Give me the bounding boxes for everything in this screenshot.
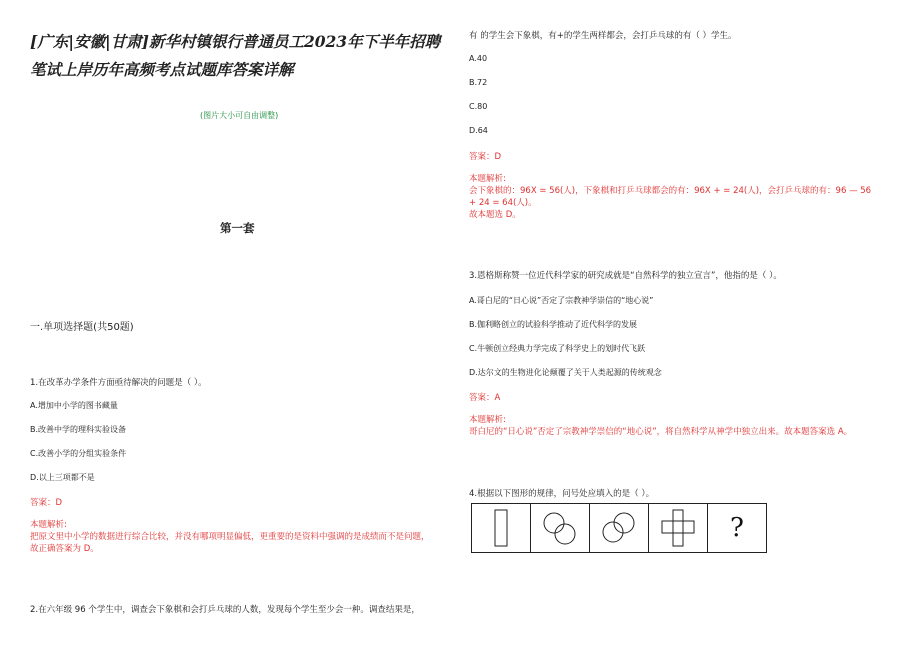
question-3-answer: 答案：A xyxy=(469,393,501,403)
image-size-note: (图片大小可自由调整) xyxy=(200,111,279,120)
question-mark: ? xyxy=(730,513,744,543)
question-1-option-d: D.以上三项都不是 xyxy=(30,473,95,482)
question-2-option-c: C.80 xyxy=(469,102,488,111)
question-3-option-c: C.牛顿创立经典力学完成了科学史上的划时代飞跃 xyxy=(469,344,646,353)
question-2-stem: 2.在六年级 96 个学生中，调查会下象棋和会打乒乓球的人数，发现每个学生至少会一种。调查结果是， xyxy=(30,605,420,615)
question-2-analysis-line: + 24 = 64(人)。 xyxy=(469,198,537,208)
question-1-option-c: C.改善小学的分组实验条件 xyxy=(30,449,127,458)
question-3-option-d: D.达尔文的生物进化论颠覆了关于人类起源的传统观念 xyxy=(469,368,662,377)
question-1-analysis-line: 把原文里中小学的数据进行综合比较，并没有哪项明显偏低，更重要的是资料中强调的是成绩而不是问题， xyxy=(30,532,430,542)
question-2-option-b: B.72 xyxy=(469,78,488,87)
question-1-answer: 答案：D xyxy=(30,498,63,508)
set-heading: 第一套 xyxy=(220,221,255,235)
question-2-option-d: D.64 xyxy=(469,126,488,135)
question-2-stem-continued: 有 的学生会下象棋，有+的学生两样都会，会打乒乓球的有（ ）学生。 xyxy=(469,31,737,41)
figure-cell xyxy=(531,504,590,552)
question-4-figure-row xyxy=(471,503,767,553)
question-2-option-a: A.40 xyxy=(469,54,488,63)
question-2-analysis-label: 本题解析: xyxy=(469,174,506,184)
figure-cell-unknown xyxy=(708,504,766,552)
question-1-option-b: B.改善中学的理科实验设备 xyxy=(30,425,127,434)
question-2-analysis-line: 故本题选 D。 xyxy=(469,210,521,220)
overlapping-circles-figure xyxy=(597,506,641,550)
figure-cell xyxy=(590,504,649,552)
question-3-option-b: B.伽利略创立的试验科学推动了近代科学的发展 xyxy=(469,320,638,329)
tall-rectangle-figure xyxy=(486,506,516,550)
question-3-stem: 3.恩格斯称赞一位近代科学家的研究成就是“自然科学的独立宣言”，他指的是（ ）。 xyxy=(469,271,782,281)
cross-figure xyxy=(656,506,700,550)
question-4-stem: 4.根据以下图形的规律，问号处应填入的是（ ）。 xyxy=(469,489,655,499)
question-3-option-a: A.哥白尼的“日心说”否定了宗教神学崇信的“地心说” xyxy=(469,296,654,305)
section-heading: 一.单项选择题(共50题) xyxy=(30,322,134,333)
question-1-stem: 1.在改革办学条件方面亟待解决的问题是（ ）。 xyxy=(30,378,207,388)
question-2-analysis-line: 会下象棋的：96X = 56(人)，下象棋和打乒乓球都会的有：96X + = 24(人)，会打乒乓球的有：96 — 56 xyxy=(469,186,872,196)
question-3-analysis-label: 本题解析: xyxy=(469,415,506,425)
question-1-option-a: A.增加中小学的图书藏量 xyxy=(30,401,118,410)
overlapping-circles-figure xyxy=(538,506,582,550)
question-1-analysis-line: 故正确答案为 D。 xyxy=(30,544,99,554)
question-3-analysis-line: 哥白尼的“日心说”否定了宗教神学崇信的“地心说”，将自然科学从神学中独立出来。故本题答案选 A。 xyxy=(469,427,853,437)
figure-cell xyxy=(649,504,708,552)
figure-cell xyxy=(472,504,531,552)
document-title: [广东|安徽|甘肃]新华村镇银行普通员工2023年下半年招聘笔试上岸历年高频考点试题库答案详解 xyxy=(30,32,441,79)
question-2-answer: 答案：D xyxy=(469,152,502,162)
question-1-analysis-label: 本题解析: xyxy=(30,520,67,530)
